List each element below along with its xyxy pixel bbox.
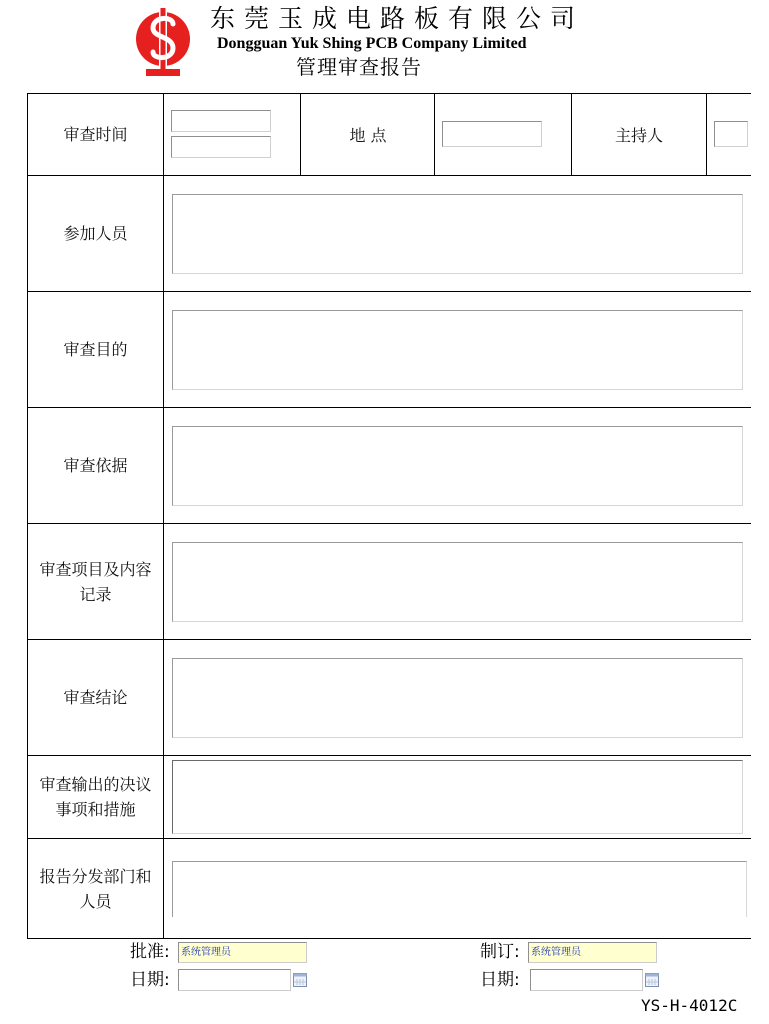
form-row-conclusion xyxy=(28,640,751,756)
company-name-en: Dongguan Yuk Shing PCB Company Limited xyxy=(217,35,527,52)
distribution-textarea[interactable] xyxy=(172,861,747,917)
form-row-basis xyxy=(28,408,751,524)
form-row-purpose xyxy=(28,292,751,408)
form-code: YS-H-4012C xyxy=(641,996,738,1015)
distribution-label: 报告分发部门和人员 xyxy=(28,839,164,938)
calendar-icon[interactable] xyxy=(645,972,659,987)
approve-date-label: 日期: xyxy=(130,970,170,990)
conclusion-textarea[interactable] xyxy=(172,658,743,738)
resolutions-label: 审查输出的决议事项和措施 xyxy=(28,756,164,838)
form-row-participants xyxy=(28,176,751,292)
approve-date-input[interactable] xyxy=(178,969,291,991)
prepare-signature-field[interactable]: 系统管理员 xyxy=(528,942,657,963)
form-row-distribution xyxy=(28,839,751,938)
participants-textarea[interactable] xyxy=(172,194,743,274)
form-row-items xyxy=(28,524,751,640)
prepare-label: 制订: xyxy=(480,942,520,962)
prepare-date-input[interactable] xyxy=(530,969,643,991)
location-input[interactable] xyxy=(442,121,542,147)
host-input[interactable] xyxy=(714,121,748,147)
form-row-resolutions xyxy=(28,756,751,839)
divider-line xyxy=(300,94,301,175)
purpose-textarea[interactable] xyxy=(172,310,743,390)
review-time-end-input[interactable] xyxy=(171,136,271,158)
host-label: 主持人 xyxy=(614,126,663,145)
approve-label: 批准: xyxy=(130,942,170,962)
prepare-date-label: 日期: xyxy=(480,970,520,990)
basis-textarea[interactable] xyxy=(172,426,743,506)
location-label: 地 点 xyxy=(349,126,387,145)
form-row-time xyxy=(28,94,751,176)
report-title: 管理审查报告 xyxy=(296,55,422,79)
items-textarea[interactable] xyxy=(172,542,743,622)
participants-label: 参加人员 xyxy=(28,176,164,291)
divider-line xyxy=(434,94,435,175)
purpose-label: 审查目的 xyxy=(28,292,164,407)
basis-label: 审查依据 xyxy=(28,408,164,523)
conclusion-label: 审查结论 xyxy=(28,640,164,755)
review-form-table xyxy=(27,93,751,939)
divider-line xyxy=(706,94,707,175)
resolutions-textarea[interactable] xyxy=(172,760,743,834)
items-label: 审查项目及内容记录 xyxy=(28,524,164,639)
review-time-label: 审查时间 xyxy=(28,94,164,175)
company-name-cn: 东莞玉成电路板有限公司 xyxy=(210,4,585,33)
company-logo-icon xyxy=(134,6,192,78)
approve-signature-field[interactable]: 系统管理员 xyxy=(178,942,307,963)
calendar-icon[interactable] xyxy=(293,972,307,987)
review-time-start-input[interactable] xyxy=(171,110,271,132)
